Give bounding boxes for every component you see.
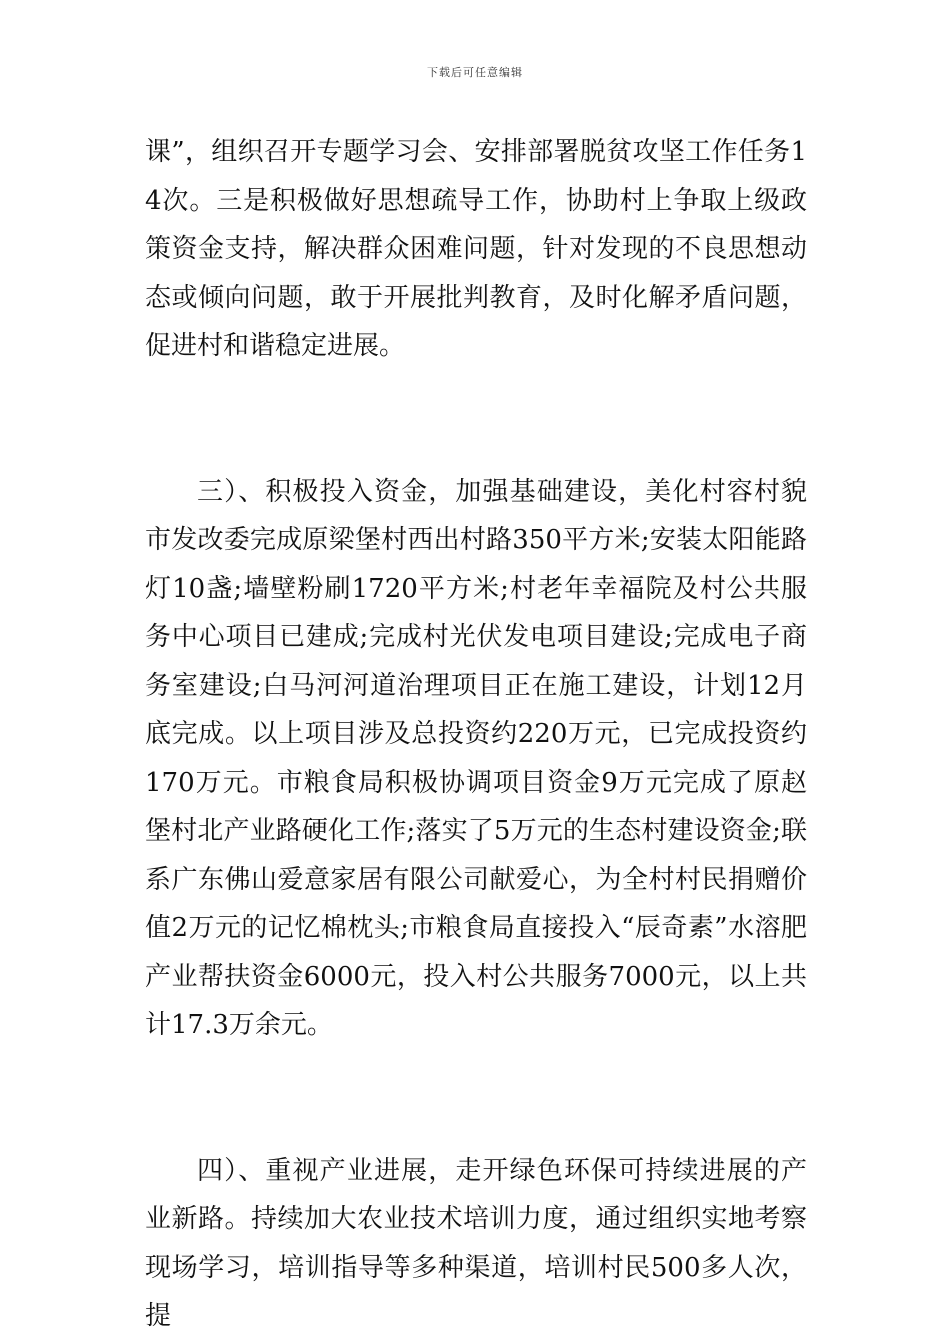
page-header: 下载后可任意编辑: [427, 66, 523, 79]
paragraph-gap: [145, 371, 807, 468]
document-body: [145, 128, 807, 1341]
paragraph-section-four: 四）、重视产业进展，走开绿色环保可持续进展的产业新路。持续加大农业技术培训力度，通过组织实地考察现场学习，培训指导等多种渠道，培训村民500多人次，提: [145, 1155, 807, 1331]
paragraph-gap: [145, 1050, 807, 1147]
paragraph-section-three: 三）、积极投入资金，加强基础建设，美化村容村貌市发改委完成原梁堡村西出村路350平方米;安装太阳能路灯10盏;墙壁粉刷1720平方米;村老年幸福院及村公共服务中心项目已建成;完成村光伏发电项目建设;完成电子商务室建设;白马河河道治理项目正在施工建设，计划12月底完成。以上项目涉及总投资约220万元，已完成投资约170万元。市粮食局积极协调项目资金9万元完成了原赵堡村北产业路硬化工作;落实了5万元的生态村建设资金;联系广东佛山爱意家居有限公司献爱心，为全村村民捐赠价值2万元的记忆棉枕头;市粮食局直接投入“辰奇素”水溶肥产业帮扶资金6000元，投入村公共服务7000元，以上共计17.3万余元。: [145, 476, 807, 1040]
paragraph-continuation: 课”，组织召开专题学习会、安排部署脱贫攻坚工作任务14次。三是积极做好思想疏导工作，协助村上争取上级政策资金支持，解决群众困难问题，针对发现的不良思想动态或倾向问题，敢于开展批判教育，及时化解矛盾问题，促进村和谐稳定进展。: [145, 137, 807, 361]
